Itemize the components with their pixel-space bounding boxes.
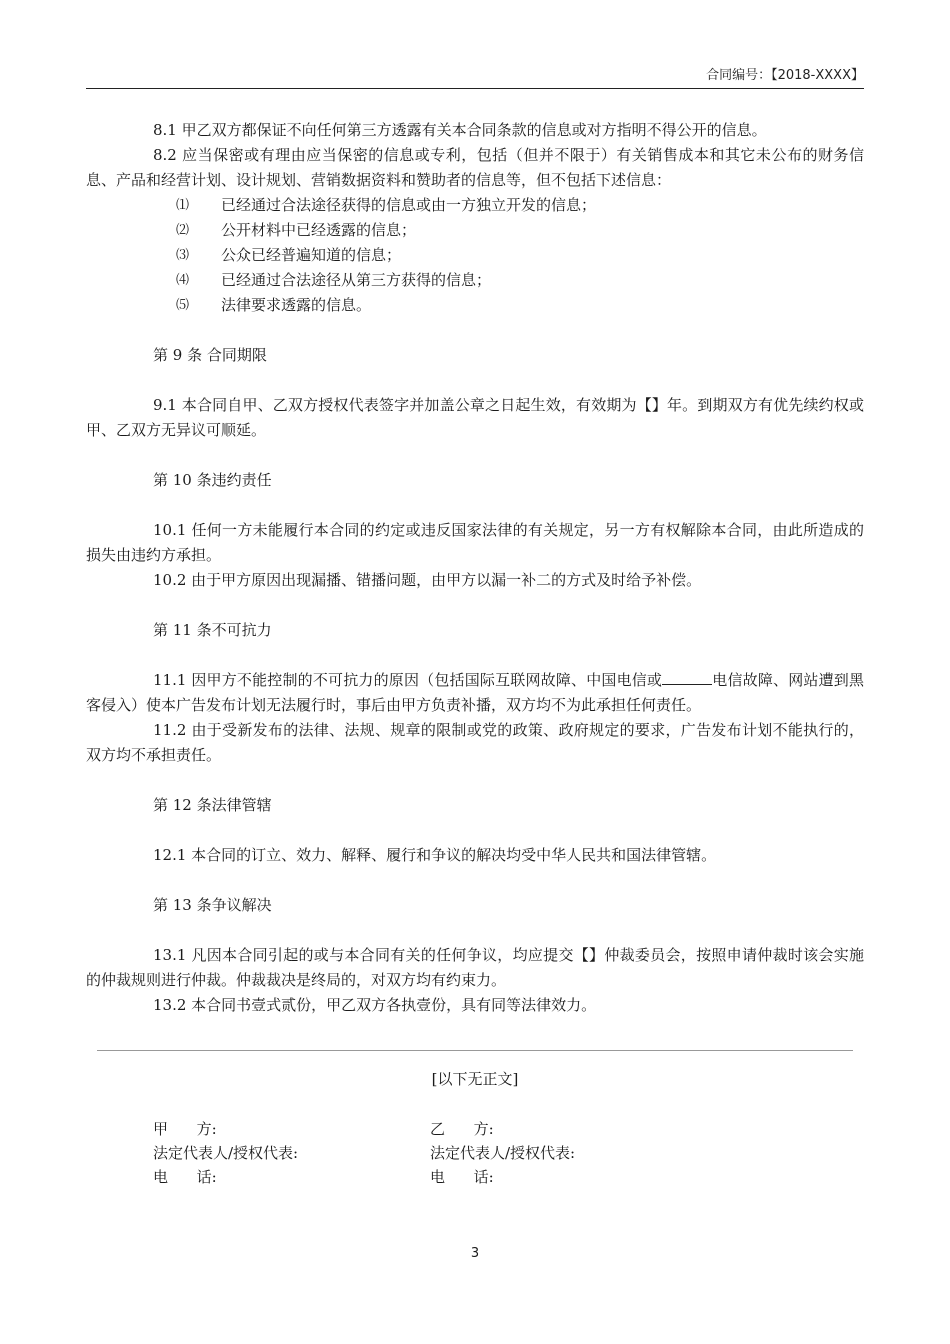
end-divider (97, 1050, 853, 1051)
list-item-number: ⑶ (176, 248, 190, 263)
section-13-heading: 第 13 条争议解决 (153, 896, 272, 914)
clause-8-2: 8.2 应当保密或有理由应当保密的信息或专利，包括（但并不限于）有关销售成本和其它未公布的财务信息、产品和经营计划、设计规划、营销数据资料和赞助者的信息等，但不包括下述信息： (86, 146, 864, 189)
party-b-signature-block (430, 1117, 575, 1189)
clause-10-2: 10.2 由于甲方原因出现漏播、错播问题，由甲方以漏一补二的方式及时给予补偿。 (153, 571, 702, 589)
list-item-text: 公开材料中已经透露的信息； (221, 221, 417, 239)
clause-12-1: 12.1 本合同的订立、效力、解释、履行和争议的解决均受中华人民共和国法律管辖。 (153, 846, 717, 864)
list-item (86, 193, 864, 218)
list-item-number: ⑴ (176, 198, 190, 213)
document-body (86, 118, 864, 1018)
header-rule (86, 88, 864, 89)
section-12-heading: 第 12 条法律管辖 (153, 796, 272, 814)
list-item-number: ⑵ (176, 223, 190, 238)
clause-10-1: 10.1 任何一方未能履行本合同的约定或违反国家法律的有关规定，另一方有权解除本合同，由此所造成的损失由违约方承担。 (86, 521, 864, 564)
clause-11-1 (86, 668, 864, 718)
end-of-text-note: [以下无正文] (431, 1070, 519, 1088)
party-b-representative-label: 法定代表人/授权代表: (430, 1144, 576, 1162)
clause-11-2: 11.2 由于受新发布的法律、法规、规章的限制或党的政策、政府规定的要求，广告发布计划不能执行的，双方均不承担责任。 (86, 721, 864, 764)
clause-13-1: 13.1 凡因本合同引起的或与本合同有关的任何争议，均应提交【】仲裁委员会，按照申请仲裁时该会实施的仲裁规则进行仲裁。仲裁裁决是终局的，对双方均有约束力。 (86, 946, 864, 989)
page-number: 3 (470, 1246, 480, 1261)
clause-8-1: 8.1 甲乙双方都保证不向任何第三方透露有关本合同条款的信息或对方指明不得公开的信息。 (153, 121, 767, 139)
section-9-heading: 第 9 条 合同期限 (153, 346, 267, 364)
clause-11-1-part-a: 11.1 因甲方不能控制的不可抗力的原因（包括国际互联网故障、中国电信或 (153, 671, 663, 689)
list-item (86, 268, 864, 293)
section-10-heading: 第 10 条违约责任 (153, 471, 272, 489)
fill-in-blank (662, 668, 712, 685)
party-a-representative-label: 法定代表人/授权代表: (153, 1144, 299, 1162)
clause-9-1: 9.1 本合同自甲、乙双方授权代表签字并加盖公章之日起生效，有效期为【】年。到期双方有优先续约权或甲、乙双方无异议可顺延。 (86, 396, 864, 439)
list-item (86, 293, 864, 318)
party-a-label: 甲 方: (153, 1120, 217, 1138)
list-item (86, 218, 864, 243)
list-item-text: 已经通过合法途径从第三方获得的信息； (221, 271, 492, 289)
clause-13-2: 13.2 本合同书壹式贰份，甲乙双方各执壹份，具有同等法律效力。 (153, 996, 597, 1014)
section-11-heading: 第 11 条不可抗力 (153, 621, 272, 639)
list-item-text: 法律要求透露的信息。 (221, 296, 372, 314)
list-item-number: ⑷ (176, 273, 190, 288)
party-b-phone-label: 电 话: (430, 1168, 494, 1186)
contract-number-header: 合同编号：【2018-XXXX】 (706, 68, 864, 83)
list-item (86, 243, 864, 268)
party-a-phone-label: 电 话: (153, 1168, 217, 1186)
list-item-text: 公众已经普遍知道的信息； (221, 246, 402, 264)
list-item-number: ⑸ (176, 298, 190, 313)
party-b-label: 乙 方: (430, 1120, 494, 1138)
party-a-signature-block (153, 1117, 298, 1189)
clause-11-1-part-b: 电信故障、网站遭到黑客侵入）使本广告发布计划无法履行时，事后由甲方负责补播，双方均不为此承担任何责任。 (86, 671, 864, 714)
list-item-text: 已经通过合法途径获得的信息或由一方独立开发的信息； (221, 196, 597, 214)
